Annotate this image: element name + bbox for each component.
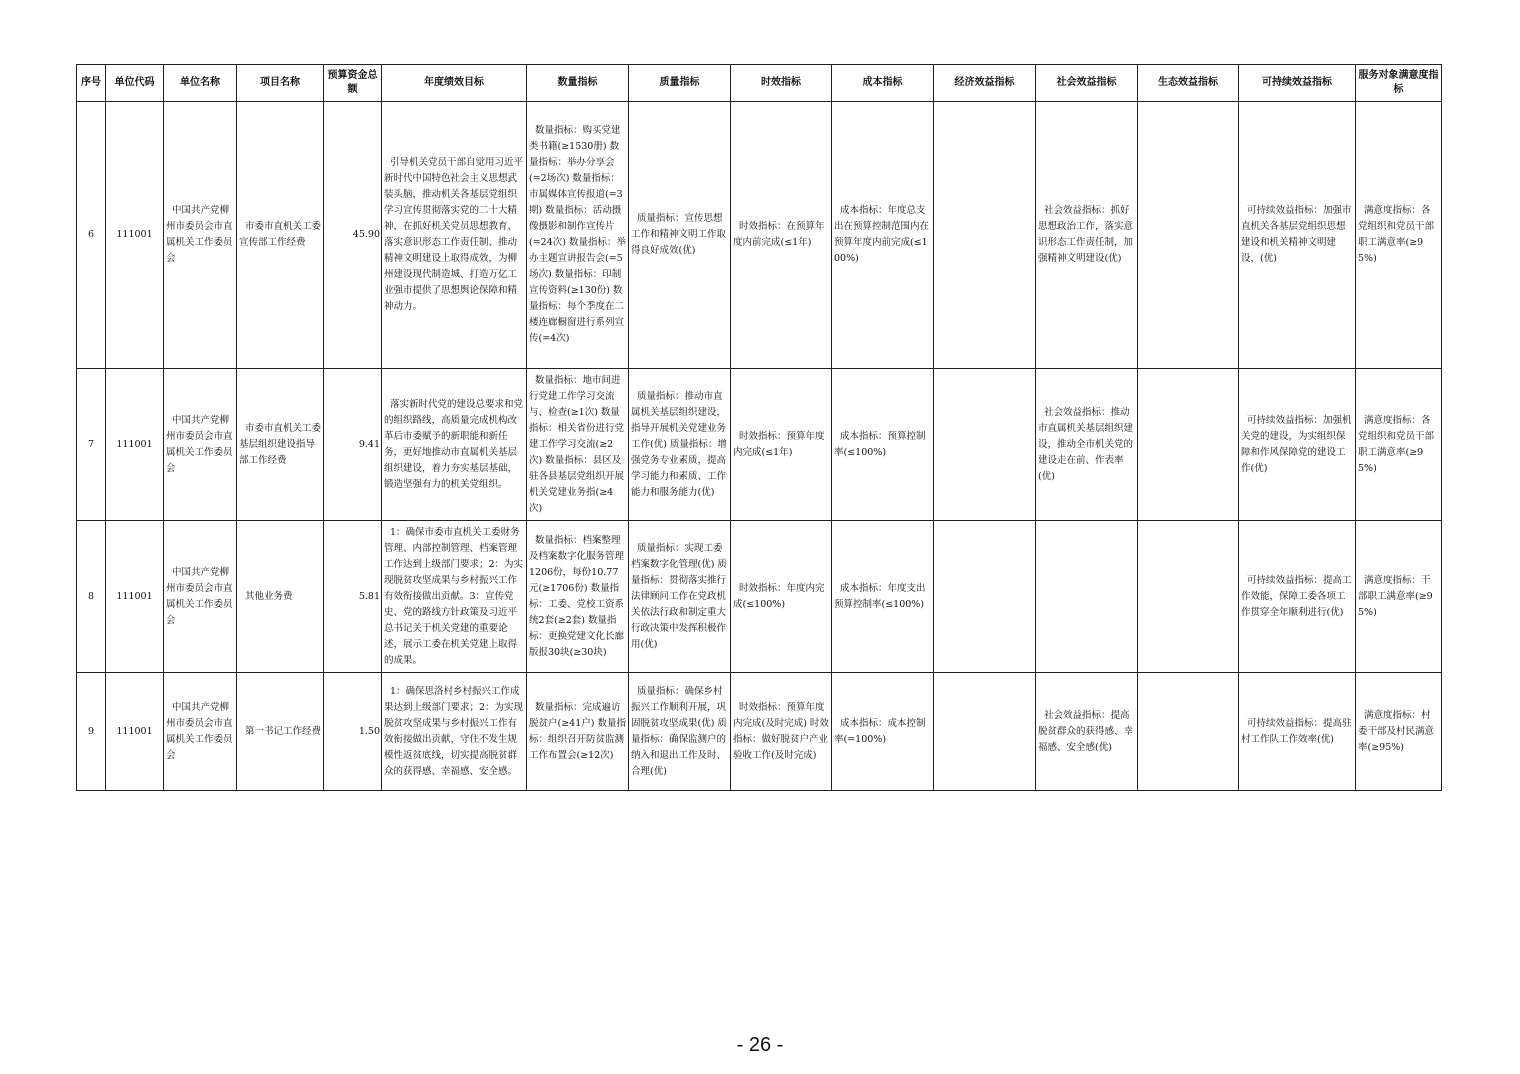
seq-cell: 9: [77, 673, 106, 791]
goal-cell: 落实新时代党的建设总要求和党的组织路线，高质量完成机构改革后市委赋予的新职能和新任务，更好地推动市直属机关基层组织建设，着力夯实基层基础，锻造坚强有力的机关党组织。: [382, 369, 527, 521]
quantity-cell: 数量指标：完成遍访脱贫户(≥41户) 数量指标：组织召开防贫监测工作布置会(≥12次): [527, 673, 629, 791]
seq-cell: 6: [77, 102, 106, 369]
sustainable-cell: 可持续效益指标：提高驻村工作队工作效率(优): [1239, 673, 1356, 791]
sustainable-cell: 可持续效益指标：提高工作效能，保障工委各项工作贯穿全年顺利进行(优): [1239, 521, 1356, 673]
seq-cell: 8: [77, 521, 106, 673]
header-cell: 序号: [77, 65, 106, 102]
header-cell: 质量指标: [629, 65, 731, 102]
header-cell: 服务对象满意度指标: [1356, 65, 1442, 102]
header-row: [77, 65, 1442, 102]
cost-cell: 成本指标：年度总支出在预算控制范围内在预算年度内前完成(≤100%): [832, 102, 934, 369]
table-row: [77, 369, 1442, 521]
social-cell: 社会效益指标：提高脱贫群众的获得感、幸福感、安全感(优): [1036, 673, 1138, 791]
unit-code-cell: 111001: [106, 369, 164, 521]
economic-cell: [934, 673, 1036, 791]
project-cell: 市委市直机关工委基层组织建设指导部工作经费: [237, 369, 324, 521]
cost-cell: 成本指标：成本控制率(=100%): [832, 673, 934, 791]
ecological-cell: [1138, 521, 1239, 673]
amount-cell: 1.50: [324, 673, 382, 791]
unit-name-cell: 中国共产党柳州市委员会市直属机关工作委员会: [164, 369, 237, 521]
cost-cell: 成本指标：预算控制率(≤100%): [832, 369, 934, 521]
cost-cell: 成本指标：年度支出预算控制率(≤100%): [832, 521, 934, 673]
unit-name-cell: 中国共产党柳州市委员会市直属机关工作委员会: [164, 521, 237, 673]
quantity-cell: 数量指标：购买党建类书籍(≥1530册) 数量指标：举办分享会(=2场次) 数量指标：市属媒体宣传报道(=3期) 数量指标：活动摄像摄影和制作宣传片(=24次) 数量指标：举办主题宣讲报告会(=5场次) 数量指标：印制宣传资料(≥130份) 数量指标：每个季度在二楼连廊橱窗进行系列宣传(=4次): [527, 102, 629, 369]
quantity-cell: 数量指标：档案整理及档案数字化服务管理1206份，每份10.77元(≥1706份) 数量指标：工委、党校工资系统2套(≥2套) 数量指标：更换党建文化长廊版报30块(≥30块): [527, 521, 629, 673]
amount-cell: 5.81: [324, 521, 382, 673]
quality-cell: 质量指标：推动市直属机关基层组织建设，指导开展机关党建业务工作(优) 质量指标：增强党务专业素质，提高学习能力和素质、工作能力和服务能力(优): [629, 369, 731, 521]
quality-cell: 质量指标：宣传思想工作和精神文明工作取得良好成效(优): [629, 102, 731, 369]
header-cell: 单位名称: [164, 65, 237, 102]
goal-cell: 引导机关党员干部自觉用习近平新时代中国特色社会主义思想武装头脑，推动机关各基层党组织学习宣传贯彻落实党的二十大精神，在抓好机关党员思想教育、落实意识形态工作责任制、推动精神文明建设上取得成效，为柳州建设现代制造城、打造万亿工业强市提供了思想舆论保障和精神动力。: [382, 102, 527, 369]
satisfaction-cell: 满意度指标：各党组织和党员干部职工满意率(≥95%): [1356, 102, 1442, 369]
amount-cell: 45.90: [324, 102, 382, 369]
satisfaction-cell: 满意度指标：干部职工满意率(≥95%): [1356, 521, 1442, 673]
header-cell: 预算资金总额: [324, 65, 382, 102]
satisfaction-cell: 满意度指标：各党组织和党员干部职工满意率(≥95%): [1356, 369, 1442, 521]
amount-cell: 9.41: [324, 369, 382, 521]
header-cell: 时效指标: [731, 65, 832, 102]
project-cell: 第一书记工作经费: [237, 673, 324, 791]
social-cell: 社会效益指标：抓好思想政治工作，落实意识形态工作责任制，加强精神文明建设(优): [1036, 102, 1138, 369]
table-row: [77, 521, 1442, 673]
unit-code-cell: 111001: [106, 102, 164, 369]
header-cell: 年度绩效目标: [382, 65, 527, 102]
seq-cell: 7: [77, 369, 106, 521]
ecological-cell: [1138, 673, 1239, 791]
unit-name-cell: 中国共产党柳州市委员会市直属机关工作委员会: [164, 102, 237, 369]
quantity-cell: 数量指标：地市间进行党建工作学习交流与、检查(≥1次) 数量指标：相关省份进行党建工作学习交流(≥2次) 数量指标：县区及驻各县基层党组织开展机关党建业务指(≥4次): [527, 369, 629, 521]
performance-table: [76, 64, 1442, 791]
header-cell: 社会效益指标: [1036, 65, 1138, 102]
project-cell: 市委市直机关工委宣传部工作经费: [237, 102, 324, 369]
economic-cell: [934, 369, 1036, 521]
table-row: [77, 673, 1442, 791]
header-cell: 生态效益指标: [1138, 65, 1239, 102]
goal-cell: 1：确保思洛村乡村振兴工作成果达到上级部门要求；2：为实现脱贫攻坚成果与乡村振兴工作有效衔接做出贡献，守住不发生规模性返贫底线，切实提高脱贫群众的获得感、幸福感、安全感。: [382, 673, 527, 791]
social-cell: [1036, 521, 1138, 673]
header-cell: 成本指标: [832, 65, 934, 102]
table-row: [77, 102, 1442, 369]
ecological-cell: [1138, 369, 1239, 521]
ecological-cell: [1138, 102, 1239, 369]
satisfaction-cell: 满意度指标：村委干部及村民满意率(≥95%): [1356, 673, 1442, 791]
unit-name-cell: 中国共产党柳州市委员会市直属机关工作委员会: [164, 673, 237, 791]
page-number: - 26 -: [736, 1034, 784, 1056]
timeliness-cell: 时效指标：预算年度内完成(≤1年): [731, 369, 832, 521]
sustainable-cell: 可持续效益指标：加强市直机关各基层党组织思想建设和机关精神文明建设，(优): [1239, 102, 1356, 369]
economic-cell: [934, 521, 1036, 673]
quality-cell: 质量指标：实现工委档案数字化管理(优) 质量指标：贯彻落实推行法律顾问工作在党政机关依法行政和制定重大行政决策中发挥积极作用(优): [629, 521, 731, 673]
sustainable-cell: 可持续效益指标：加强机关党的建设，为实组织保障和作风保障党的建设工作(优): [1239, 369, 1356, 521]
project-cell: 其他业务费: [237, 521, 324, 673]
social-cell: 社会效益指标：推动市直属机关基层组织建设，推动全市机关党的建设走在前、作表率(优): [1036, 369, 1138, 521]
unit-code-cell: 111001: [106, 673, 164, 791]
quality-cell: 质量指标：确保乡村振兴工作顺利开展，巩固脱贫攻坚成果(优) 质量指标：确保监测户的纳入和退出工作及时、合理(优): [629, 673, 731, 791]
timeliness-cell: 时效指标：年度内完成(≤100%): [731, 521, 832, 673]
header-cell: 单位代码: [106, 65, 164, 102]
header-cell: 项目名称: [237, 65, 324, 102]
goal-cell: 1：确保市委市直机关工委财务管理、内部控制管理、档案管理工作达到上级部门要求；2：为实现脱贫攻坚成果与乡村振兴工作有效衔接做出贡献。3：宣传党史、党的路线方针政策及习近平总书记关于机关党建的重要论述，展示工委在机关党建上取得的成果。: [382, 521, 527, 673]
timeliness-cell: 时效指标：在预算年度内前完成(≤1年): [731, 102, 832, 369]
header-cell: 经济效益指标: [934, 65, 1036, 102]
unit-code-cell: 111001: [106, 521, 164, 673]
economic-cell: [934, 102, 1036, 369]
header-cell: 可持续效益指标: [1239, 65, 1356, 102]
timeliness-cell: 时效指标：预算年度内完成(及时完成) 时效指标：做好脱贫户产业验收工作(及时完成): [731, 673, 832, 791]
header-cell: 数量指标: [527, 65, 629, 102]
